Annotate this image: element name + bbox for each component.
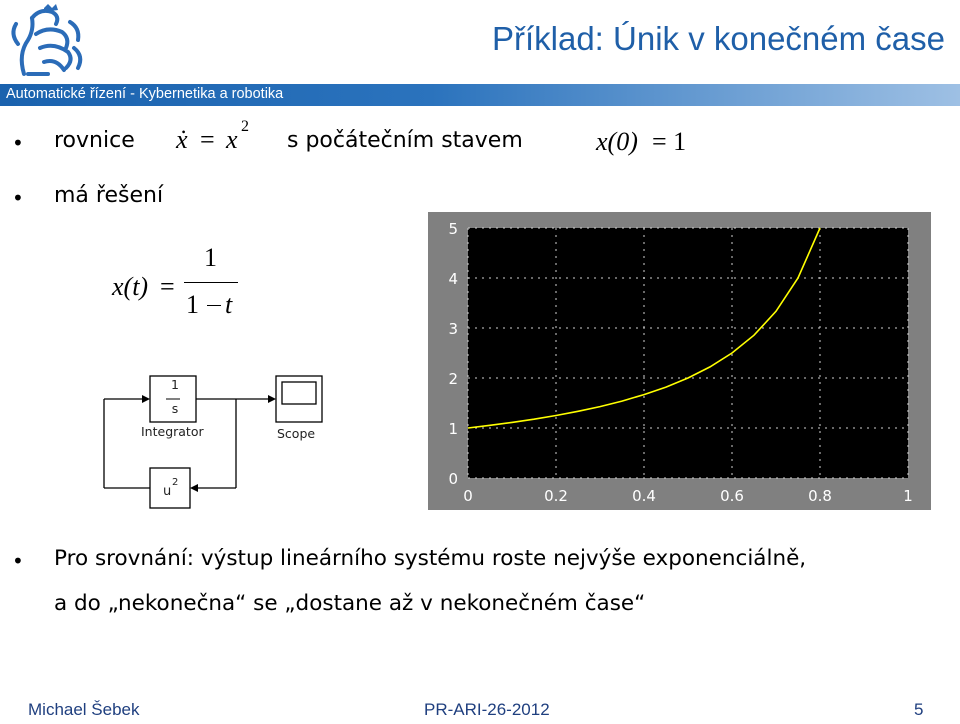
solution-eq: =: [160, 272, 175, 301]
bullet-1: •: [12, 131, 24, 155]
x-tick-label: 1: [903, 487, 913, 505]
initial-state-text: s počátečním stavem: [287, 128, 523, 153]
solution-numerator: 1: [204, 243, 217, 272]
scope-label: Scope: [277, 426, 316, 441]
x-tick-label: 0.4: [632, 487, 656, 505]
fcn-exponent: 2: [172, 477, 179, 488]
x-tick-label: 0.8: [808, 487, 832, 505]
comparison-line-2: a do „nekonečna“ se „dostane až v nekonečném čase“: [54, 591, 646, 616]
eq-exponent: 2: [241, 118, 249, 135]
fcn-base: u: [163, 484, 172, 499]
university-lion-logo: [4, 4, 90, 82]
y-tick-label: 0: [448, 470, 458, 488]
equation-word: rovnice: [54, 128, 135, 153]
solution-denominator-a: 1: [186, 290, 199, 319]
bullet-3: •: [12, 549, 24, 573]
y-tick-label: 5: [448, 220, 458, 238]
ic-rhs: = 1: [652, 127, 687, 156]
scope-block: [276, 376, 322, 422]
x-tick-label: 0.6: [720, 487, 744, 505]
minus-sign: [207, 305, 221, 306]
solution-heading: má řešení: [54, 183, 164, 208]
eq-lhs: ẋ: [176, 125, 188, 154]
y-tick-label: 3: [448, 320, 458, 338]
footer-code: PR-ARI-26-2012: [424, 700, 550, 719]
footer-page-number: 5: [914, 700, 924, 719]
x-tick-label: 0: [463, 487, 473, 505]
plot-area: [468, 228, 908, 478]
block-diagram: [94, 368, 334, 516]
banner-text: Automatické řízení - Kybernetika a robotika: [6, 86, 284, 102]
eq-sign: =: [200, 125, 215, 154]
scope-plot: [428, 212, 931, 510]
fraction-bar: [184, 282, 238, 283]
solution-denominator-b: t: [225, 290, 233, 319]
x-tick-label: 0.2: [544, 487, 568, 505]
ic-lhs: x(0): [596, 127, 638, 156]
solution-lhs: x(t): [112, 272, 149, 301]
comparison-line-1: Pro srovnání: výstup lineárního systému roste nejvýše exponenciálně,: [54, 546, 807, 571]
integrator-numerator: 1: [171, 377, 179, 392]
integrator-label: Integrator: [141, 424, 204, 439]
y-tick-label: 4: [448, 270, 458, 288]
integrator-denominator: s: [171, 401, 179, 416]
bullet-2: •: [12, 186, 24, 210]
eq-rhs: x: [226, 125, 238, 154]
slide-title: Příklad: Únik v konečném čase: [491, 20, 945, 57]
footer-author: Michael Šebek: [28, 700, 140, 719]
y-tick-label: 2: [448, 370, 458, 388]
y-tick-label: 1: [448, 420, 458, 438]
